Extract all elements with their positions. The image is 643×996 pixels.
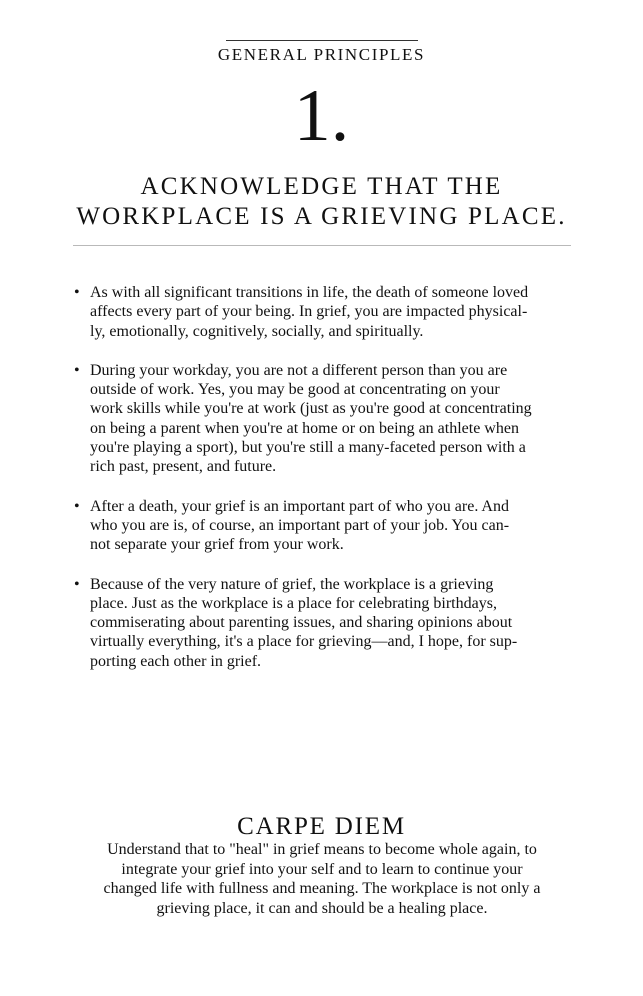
bullet-line: work skills while you're at work (just as you're good at concentrating <box>90 400 532 418</box>
bullet-line: not separate your grief from your work. <box>90 536 344 554</box>
bullet-list <box>74 283 574 691</box>
bullet-line: rich past, present, and future. <box>90 458 277 476</box>
bullet-marker: • <box>74 575 80 593</box>
bullet-line: outside of work. Yes, you may be good at concentrating on your <box>90 381 500 399</box>
bullet-line: commiserating about parenting issues, and sharing opinions about <box>90 614 513 632</box>
bullet-marker: • <box>74 361 80 379</box>
bullet-line: virtually everything, it's a place for grieving—and, I hope, for sup- <box>90 633 518 651</box>
bullet-line: As with all significant transitions in life, the death of someone loved <box>90 284 529 301</box>
bullet-marker: • <box>74 497 80 515</box>
section-label: GENERAL PRINCIPLES <box>217 45 426 64</box>
bullet-line: Because of the very nature of grief, the workplace is a grieving <box>90 575 494 593</box>
carpe-diem-title: CARPE DIEM <box>237 813 406 840</box>
bullet-line: place. Just as the workplace is a place for celebrating birthdays, <box>90 594 497 612</box>
heading-divider <box>73 245 571 246</box>
bullet-line: affects every part of your being. In grief, you are impacted physical- <box>90 303 528 321</box>
bullet-marker: • <box>74 284 80 301</box>
bullet-line: After a death, your grief is an important part of who you are. And <box>90 497 509 515</box>
carpe-diem-line: changed life with fullness and meaning. The workplace is not only a <box>103 880 541 897</box>
bullet-item <box>74 361 574 477</box>
bullet-line: During your workday, you are not a different person than you are <box>90 361 508 379</box>
carpe-diem-line: grieving place, it can and should be a healing place. <box>156 899 488 917</box>
carpe-diem-line: integrate your grief into your self and to learn to continue your <box>121 860 523 878</box>
bullet-line: who you are is, of course, an important part of your job. You can- <box>90 516 510 534</box>
bullet-line: on being a parent when you're at home or on being an athlete when <box>90 419 519 437</box>
heading-line: ACKNOWLEDGE THAT THE <box>140 173 503 200</box>
carpe-diem-line: Understand that to "heal" in grief means to become whole again, to <box>107 841 537 858</box>
carpe-diem-body <box>76 840 568 918</box>
bullet-item <box>74 575 574 671</box>
heading-line: WORKPLACE IS A GRIEVING PLACE. <box>76 203 567 230</box>
bullet-item <box>74 283 574 341</box>
bullet-item <box>74 497 574 555</box>
chapter-number: 1. <box>293 75 350 157</box>
bullet-line: ly, emotionally, cognitively, socially, and spiritually. <box>90 322 424 340</box>
bullet-line: you're playing a sport), but you're still a many-faceted person with a <box>90 439 526 457</box>
bullet-line: porting each other in grief. <box>90 652 262 670</box>
chapter-heading <box>0 172 643 232</box>
top-rule <box>226 40 418 41</box>
